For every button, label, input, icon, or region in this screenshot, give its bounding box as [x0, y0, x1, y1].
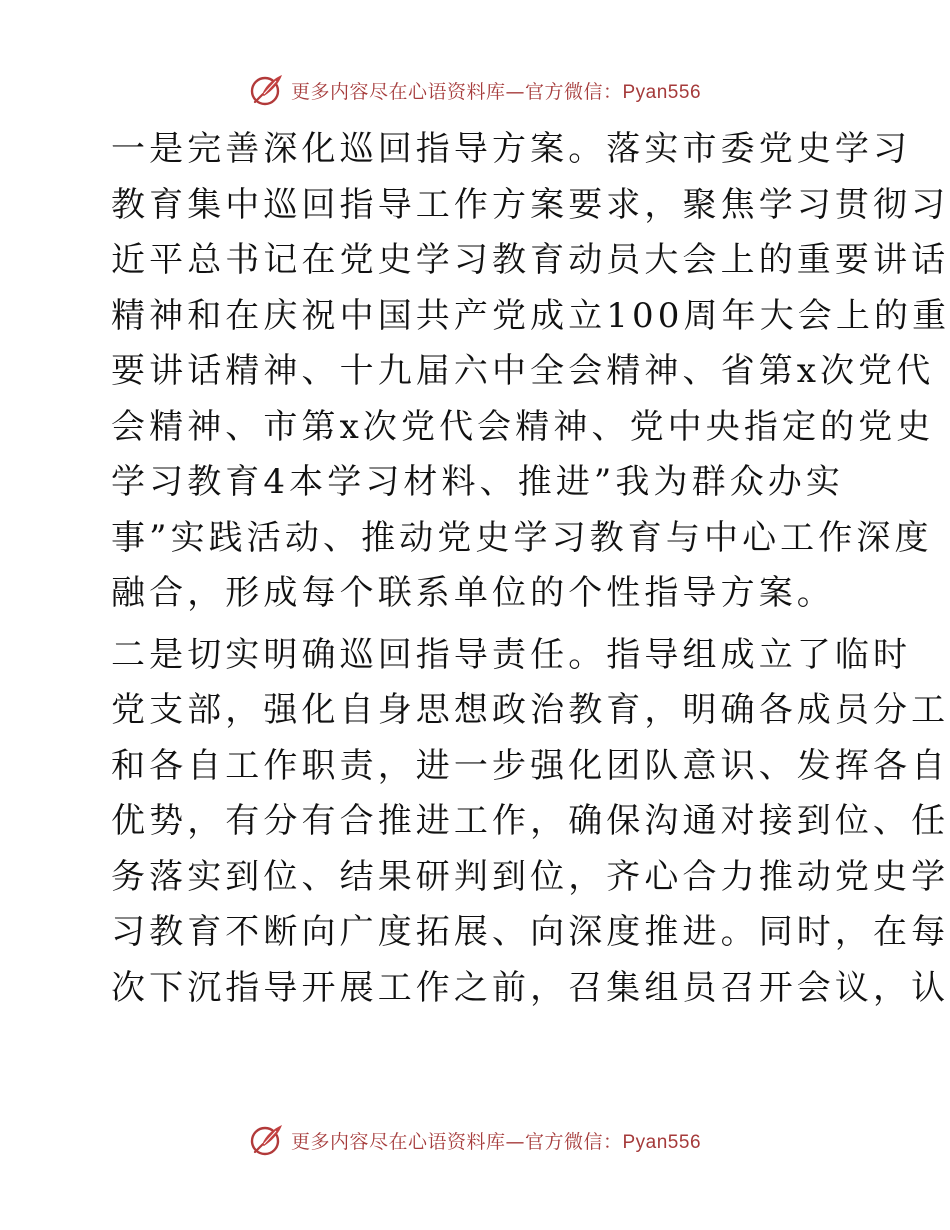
document-body [97, 122, 950, 1016]
footer-banner-separator: — [505, 1130, 525, 1153]
text-line: 精神和在庆祝中国共产党成立100周年大会上的重 [111, 295, 950, 336]
header-banner-text [291, 77, 701, 104]
footer-banner-text [291, 1127, 701, 1154]
header-banner-title: 更多内容尽在心语资料库 [290, 80, 506, 103]
text-line: 要讲话精神、十九届六中全会精神、省第x次党代 [111, 351, 935, 391]
quill-logo-icon [249, 1122, 285, 1158]
text-line: 融合，形成每个联系单位的个性指导方案。 [111, 573, 835, 613]
text-line: 优势，有分有合推进工作，确保沟通对接到位、任 [111, 801, 950, 841]
text-line: 次下沉指导开展工作之前，召集组员召开会议，认 [111, 967, 950, 1008]
header-banner-separator: — [505, 80, 525, 103]
text-line: 和各自工作职责，进一步强化团队意识、发挥各自 [111, 745, 950, 786]
text-line: 务落实到位、结果研判到位，齐心合力推动党史学 [111, 856, 950, 897]
text-line: 近平总书记在党史学习教育动员大会上的重要讲话 [111, 240, 950, 280]
footer-banner [0, 1120, 950, 1160]
header-banner [0, 70, 950, 110]
footer-banner-contact-id: Pyan556 [622, 1131, 702, 1153]
text-line: 党支部，强化自身思想政治教育，明确各成员分工 [111, 690, 950, 730]
text-line: 一是完善深化巡回指导方案。落实市委党史学习 [111, 129, 912, 169]
text-line: 教育集中巡回指导工作方案要求，聚焦学习贯彻习 [111, 184, 950, 225]
header-banner-contact-id: Pyan556 [622, 81, 702, 103]
text-line: 学习教育4本学习材料、推进”我为群众办实 [111, 462, 845, 502]
text-line: 习教育不断向广度拓展、向深度推进。同时，在每 [111, 912, 950, 952]
paragraph-2 [97, 628, 950, 1017]
text-line: 二是切实明确巡回指导责任。指导组成立了临时 [111, 634, 912, 675]
text-line: 事”实践活动、推动党史学习教育与中心工作深度 [111, 517, 933, 558]
header-banner-contact-label: 官方微信： [524, 80, 623, 103]
quill-logo-icon [249, 72, 285, 108]
footer-banner-contact-label: 官方微信： [524, 1130, 623, 1153]
text-line: 会精神、市第x次党代会精神、党中央指定的党史 [111, 406, 935, 447]
footer-banner-title: 更多内容尽在心语资料库 [290, 1130, 506, 1153]
paragraph-1 [97, 122, 950, 622]
